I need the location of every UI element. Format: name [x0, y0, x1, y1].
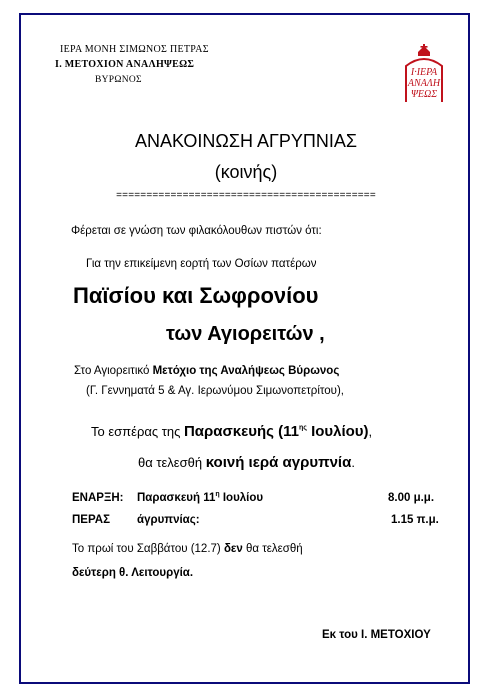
- evening-suffix: ,: [368, 424, 373, 439]
- evening-sup: ης: [298, 424, 307, 432]
- start-month: Ιουλίου: [219, 492, 264, 504]
- end-desc: άγρυπνίας:: [137, 514, 200, 526]
- start-time: 8.00 μ.μ.: [388, 492, 435, 504]
- notice-suffix: θα τελεσθή: [242, 543, 303, 555]
- monastery-name: ΙΕΡΑ ΜΟΝΗ ΣΙΜΩΝΟΣ ΠΕΤΡΑΣ: [60, 44, 209, 55]
- end-time: 1.15 π.μ.: [391, 514, 439, 526]
- place-prefix: Στο Αγιορειτικό: [74, 365, 153, 377]
- logo-text-1: Ι·ΙΕΡΑ: [410, 67, 438, 78]
- feast-intro: Για την επικείμενη εορτή των Οσίων πατέρων: [86, 258, 317, 270]
- notice-bold: δεν: [223, 543, 243, 555]
- title-separator: ===========================================: [116, 190, 376, 201]
- church-logo-icon: [398, 44, 450, 104]
- vigil-prefix: θα τελεσθή: [138, 455, 206, 470]
- signature: Εκ του Ι. ΜΕΤΟΧΙΟΥ: [322, 629, 431, 641]
- logo-text-3: ΨΕΩΣ: [410, 89, 438, 100]
- start-date: [137, 492, 263, 504]
- announcement-title: ΑΝΑΚΟΙΝΩΣΗ ΑΓΡΥΠΝΙΑΣ: [134, 131, 358, 151]
- page-border: [19, 13, 470, 684]
- announcement-subtitle: (κοινής): [214, 162, 278, 182]
- evening-month: Ιουλίου): [306, 423, 369, 440]
- location-name: ΒΥΡΩΝΟΣ: [95, 75, 142, 85]
- vigil-suffix: .: [351, 455, 355, 470]
- saints-epithet: των Αγιορειτών ,: [166, 323, 325, 345]
- evening-day: Παρασκευής (11: [183, 423, 299, 440]
- address-line: (Γ. Γεννηματά 5 & Αγ. Ιερωνύμου Σιμωνοπετρίτου),: [86, 385, 344, 397]
- intro-text: Φέρεται σε γνώση των φιλακόλουθων πιστών ότι:: [71, 225, 322, 237]
- start-day: Παρασκευή 11: [137, 492, 216, 504]
- vigil-line: [138, 454, 355, 472]
- notice-prefix: Το πρωί του Σαββάτου (12.7): [72, 543, 224, 555]
- evening-line: [91, 423, 372, 441]
- notice-line-2: δεύτερη θ. Λειτουργία.: [72, 567, 194, 579]
- end-label: ΠΕΡΑΣ: [72, 514, 110, 526]
- saints-names: Παϊσίου και Σωφρονίου: [73, 283, 319, 308]
- start-label: ΕΝΑΡΞΗ:: [72, 492, 124, 504]
- evening-prefix: Το εσπέρας της: [91, 424, 184, 439]
- vigil-bold: κοινή ιερά αγρυπνία: [205, 454, 352, 471]
- place-bold: Μετόχιο της Αναλήψεως Βύρωνος: [152, 365, 340, 377]
- notice-line-1: [72, 543, 303, 555]
- start-sup: η: [215, 491, 220, 499]
- place-line: [74, 365, 339, 377]
- metochion-name: Ι. ΜΕΤΟΧΙΟΝ ΑΝΑΛΗΨΕΩΣ: [55, 59, 195, 70]
- logo-text-2: ΑΝΑΛΗ: [407, 78, 441, 89]
